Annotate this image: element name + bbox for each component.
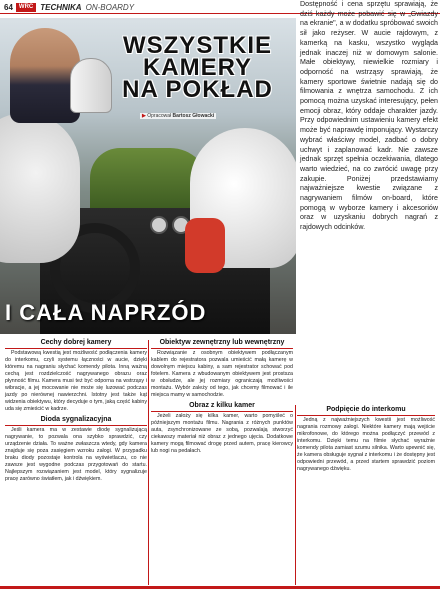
gauge-icon — [150, 216, 168, 234]
subtitle: I CAŁA NAPRZÓD — [5, 300, 207, 325]
column-divider — [148, 340, 149, 585]
column-divider — [295, 405, 296, 585]
section-body: Jeśli kamera ma w zestawie diodę sygnalizującą nagrywanie, to pozwala ona szybko sprawdzić, czy urządzenie działa. To ważne zwłaszcza wtedy, gdy kamera znajduje się poza zasięgiem wzroku załogi. W przypadku braku diody pozostaje kontrola na wyświetlaczu, co nie zawsze jest wygodne podczas przygotowań do startu. Najlepszym rozwiązaniem jest model, który sygnalizuje pracę zarówno światłem, jak i dźwiękiem. — [5, 427, 147, 482]
section-title: Podpięcie do interkomu — [297, 405, 435, 416]
driver-helmet — [0, 113, 80, 263]
section-name: TECHNIKA — [40, 2, 82, 12]
column-2 — [151, 336, 293, 455]
arrow-icon: ▶ — [142, 113, 146, 119]
section-body: Podstawową kwestią jest możliwość podłączenia kamery do interkomu, czyli systemu łączności w aucie, dzięki któremu na nagraniu słychać komendy pilota. Inną ważną cechą jest rozdzielczość nagrywanego obrazu oraz płynność filmu. Kamera musi też być odporna na wstrząsy i wibracje, a jej mocowanie nie może się luzować podczas jazdy po nierównej nawierzchni. Istotny jest także kąt widzenia obiektywu, który decyduje o tym, jaką część kabiny uda się zmieścić w kadrze. — [5, 350, 147, 412]
subsection-name: ON-BOARDY — [85, 2, 135, 12]
red-glove — [185, 218, 225, 273]
section-title: Obiektyw zewnętrzny lub wewnętrzny — [151, 338, 293, 349]
section-title: Obraz z kilku kamer — [151, 401, 293, 412]
section-title: Dioda sygnalizacyjna — [5, 415, 147, 426]
magazine-badge: WRC — [16, 3, 36, 12]
credit-author: Bartosz Głowacki — [172, 113, 215, 119]
headline-line-3: NA POKŁAD — [122, 76, 273, 103]
headline — [100, 32, 295, 103]
credit-prefix: Opracował — [147, 113, 172, 119]
section-title: Cechy dobrej kamery — [5, 338, 147, 349]
headline-line-1: WSZYSTKIE — [122, 32, 272, 59]
column-1 — [5, 336, 147, 483]
section-body: Jeżeli założy się kilka kamer, warto pomyśleć o późniejszym montażu filmu. Nagrania z różnych punktów auta, zsynchronizowane ze sobą, pozwalają stworzyć ciekawszy materiał niż obraz z jednego ujęcia. Dodatkowe kamery mogą filmować drogę przed autem, pracę kierowcy lub nogi na pedałach. — [151, 413, 293, 454]
headline-line-2: KAMERY — [142, 54, 253, 81]
author-credit — [140, 113, 216, 119]
column-3 — [297, 403, 435, 473]
page-number: 64 — [4, 2, 13, 12]
section-body: Rozwiązanie z osobnym obiektywem podłączanym kablem do rejestratora pozwala umieścić małą kamerę w dowolnym miejscu kabiny, a sam rejestrator schować pod fotelem. Kamera z wbudowanym obiektywem jest prostsza w obsłudze, ale jej rozmiary ograniczają możliwości montażu. Wybór zależy od tego, jak chcemy filmować i ile miejsca mamy w samochodzie. — [151, 350, 293, 398]
intro-text: Dostępność i cena sprzętu sprawiają, że dziś każdy może pobawić się w „Gwiazdy na ekranie", a w dodatku spróbować swoich sił jako reżyser. W aucie rajdowym, z kamerką na kasku, wszystko wygląda jednak inaczej niż w domowym salonie. Małe obiektywy, niewielkie rozmiary i odporność na wstrząsy sprawiają, że kamery sportowe świetnie nadają się do filmowania z wnętrza samochodu. Z ich pomocą można uzyskać interesujący, pełen emocji obraz, który oddaje charakter jazdy. Przy odpowiednim ustawieniu kamery efekt może być naprawdę imponujący. Wystarczy wybrać właściwy model, zadbać o dobry uchwyt i zaplanować kadr. Nie zawsze jednak sprzęt spełnia oczekiwania, dlatego warto wiedzieć, na co zwrócić uwagę przy zakupie. Poniżej przedstawiamy najważniejsze kwestie związane z nagrywaniem filmów on-board, które pomogą w wyborze kamery i akcesoriów oraz w uzyskaniu dobrych nagrań z rajdowych odcinków. — [300, 0, 438, 232]
section-body: Jedną z najważniejszych kwestii jest możliwość nagrania rozmowy załogi. Niektóre kamery mają wejście mikrofonowe, do którego można podłączyć przewód z interkomu. Dzięki temu na filmie słychać wyraźnie komendy pilota zamiast szumu silnika. Warto upewnić się, że kamera obsługuje sygnał z interkomu i że dostępny jest odpowiedni przewód, a przed startem sprawdzić poziom nagrywanego dźwięku. — [297, 417, 435, 472]
